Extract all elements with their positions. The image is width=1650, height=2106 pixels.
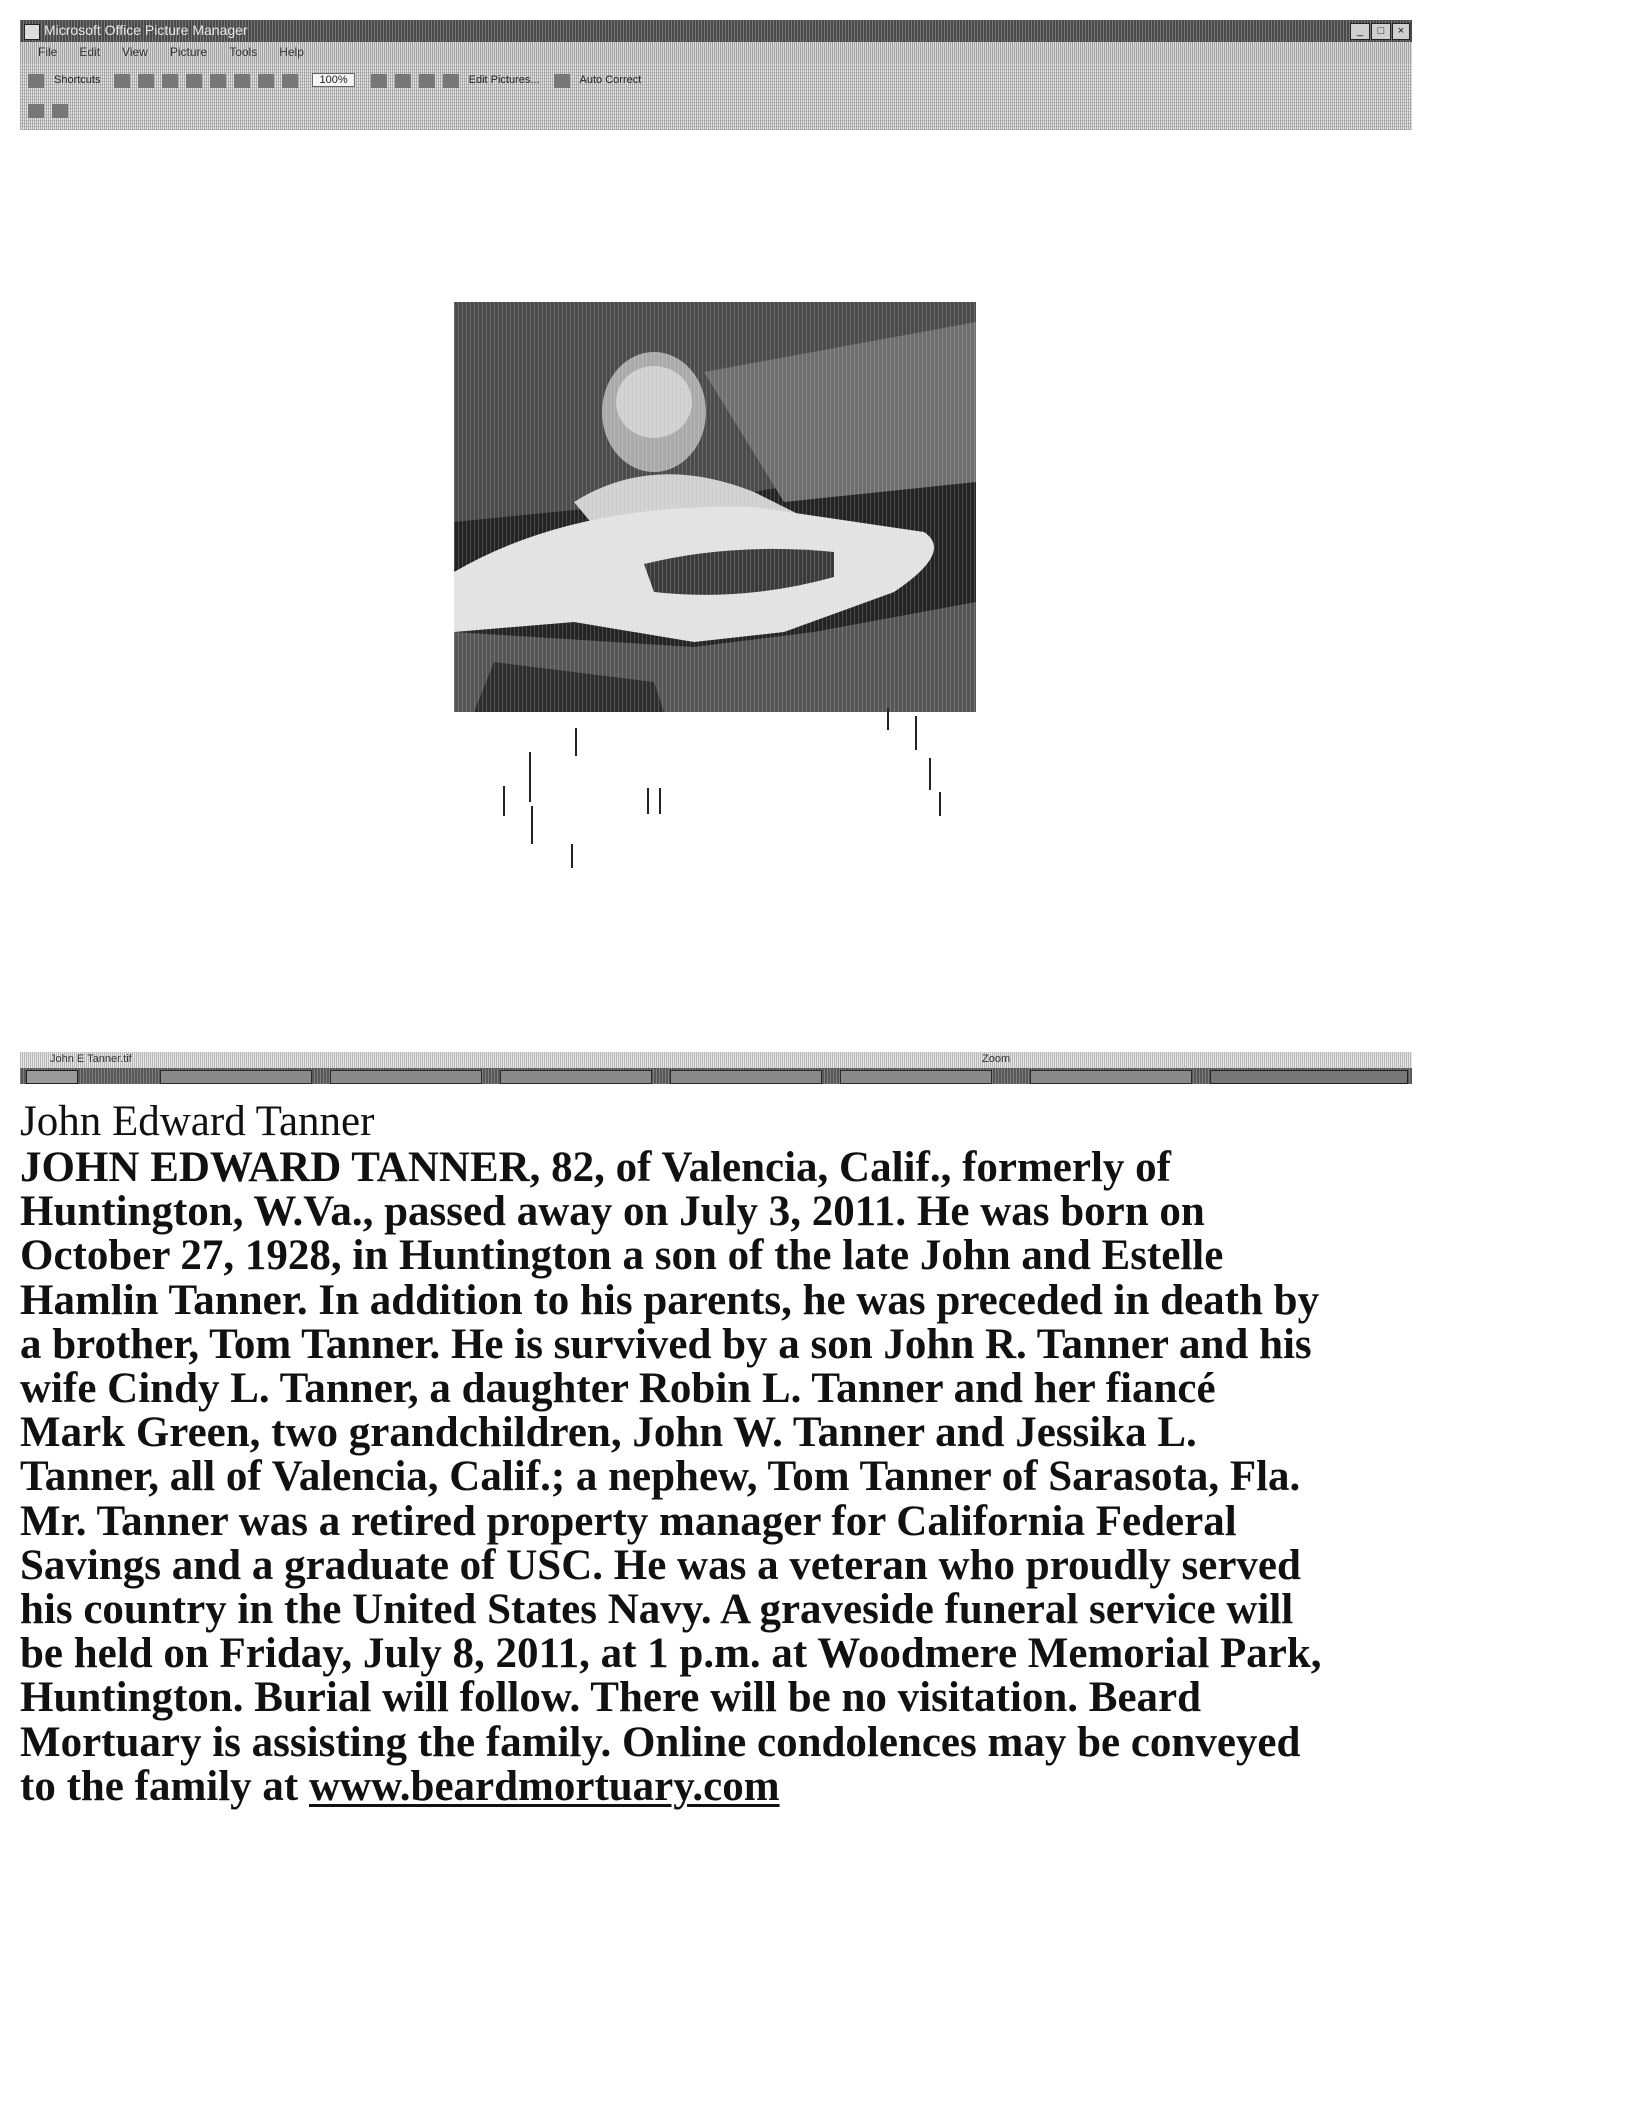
obituary-line: October 27, 1928, in Huntington a son of the late John and Estelle [20, 1232, 1224, 1280]
obituary-line: Tanner, all of Valencia, Calif.; a nephew, Tom Tanner of Sarasota, Fla. [20, 1453, 1301, 1501]
minimize-button[interactable]: _ [1350, 23, 1370, 40]
obituary-last-line-prefix: to the family at [20, 1762, 309, 1810]
menu-bar [20, 42, 1412, 64]
taskbar [20, 1068, 1412, 1084]
title-bar [20, 20, 1412, 42]
auto-correct-icon[interactable] [554, 74, 570, 88]
start-button[interactable] [26, 1070, 78, 1084]
rotate-left-icon[interactable] [186, 74, 202, 88]
menu-help[interactable]: Help [279, 45, 304, 59]
picture-canvas [20, 130, 1412, 1052]
status-file-name: John E Tanner.tif [50, 1053, 132, 1065]
picture-viewer-window [20, 20, 1412, 1084]
shortcuts-button[interactable]: Shortcuts [54, 74, 101, 86]
menu-edit[interactable]: Edit [79, 45, 101, 59]
forward-icon[interactable] [52, 104, 68, 118]
taskbar-item-active[interactable] [1030, 1070, 1192, 1084]
edit-pictures-button[interactable]: Edit Pictures... [468, 74, 540, 86]
delete-icon[interactable] [234, 74, 250, 88]
obituary-heading: John Edward Tanner [20, 1098, 375, 1145]
menu-picture[interactable]: Picture [169, 45, 208, 59]
taskbar-item[interactable] [670, 1070, 822, 1084]
obituary-line: JOHN EDWARD TANNER, 82, of Valencia, Calif., formerly of [20, 1144, 1171, 1191]
obituary-body [20, 1146, 1640, 1809]
zoom-select[interactable]: 100% [312, 73, 354, 87]
system-tray [1210, 1070, 1408, 1084]
obituary-line: a brother, Tom Tanner. He is survived by a son John R. Tanner and his [20, 1320, 1312, 1368]
rotate-right-icon[interactable] [210, 74, 226, 88]
obituary-line: his country in the United States Navy. A graveside funeral service will [20, 1586, 1294, 1634]
obituary-line: be held on Friday, July 8, 2011, at 1 p.m. at Woodmere Memorial Park, [20, 1630, 1322, 1678]
toolbar-row-secondary [28, 100, 72, 124]
toolbar-row-main [28, 70, 651, 94]
obituary-last-line [20, 1762, 1640, 1810]
mortuary-website-link[interactable]: www.beardmortuary.com [309, 1762, 780, 1810]
obituary-line: Huntington, W.Va., passed away on July 3, 2011. He was born on [20, 1188, 1205, 1236]
obituary-line: Huntington. Burial will follow. There will be no visitation. Beard [20, 1674, 1202, 1722]
thumbnail-view-icon[interactable] [114, 74, 130, 88]
obituary-line: Savings and a graduate of USC. He was a veteran who proudly served [20, 1541, 1301, 1589]
cut-icon[interactable] [282, 74, 298, 88]
portrait-photo-graphic [454, 302, 976, 712]
edit-pictures-icon[interactable] [443, 74, 459, 88]
copy-icon[interactable] [258, 74, 274, 88]
taskbar-item[interactable] [500, 1070, 652, 1084]
menu-view[interactable]: View [122, 45, 148, 59]
portrait-photo[interactable] [454, 302, 976, 712]
menu-tools[interactable]: Tools [229, 45, 258, 59]
taskbar-item[interactable] [330, 1070, 482, 1084]
zoom-out-icon[interactable] [395, 74, 411, 88]
taskbar-item[interactable] [160, 1070, 312, 1084]
best-fit-icon[interactable] [419, 74, 435, 88]
auto-correct-button[interactable]: Auto Correct [579, 74, 642, 86]
zoom-in-icon[interactable] [371, 74, 387, 88]
status-bar [20, 1052, 1412, 1068]
taskbar-item[interactable] [840, 1070, 992, 1084]
obituary-line: wife Cindy L. Tanner, a daughter Robin L. Tanner and her fiancé [20, 1365, 1216, 1413]
menu-file[interactable]: File [38, 45, 58, 59]
app-icon [24, 24, 40, 40]
obituary-line: Mr. Tanner was a retired property manager for California Federal [20, 1497, 1237, 1545]
obituary-line: Mortuary is assisting the family. Online condolences may be conveyed [20, 1718, 1301, 1766]
obituary-line: Hamlin Tanner. In addition to his parents, he was preceded in death by [20, 1276, 1320, 1324]
status-zoom-label: Zoom [982, 1053, 1011, 1065]
shortcuts-icon[interactable] [28, 74, 44, 88]
maximize-button[interactable]: □ [1371, 23, 1391, 40]
close-button[interactable]: × [1392, 23, 1410, 40]
obituary-line: Mark Green, two grandchildren, John W. Tanner and Jessika L. [20, 1409, 1197, 1457]
single-picture-view-icon[interactable] [162, 74, 178, 88]
back-icon[interactable] [28, 104, 44, 118]
obituary-text [20, 1098, 1640, 1809]
window-title: Microsoft Office Picture Manager [44, 22, 248, 38]
toolbar [20, 64, 1412, 130]
filmstrip-view-icon[interactable] [138, 74, 154, 88]
